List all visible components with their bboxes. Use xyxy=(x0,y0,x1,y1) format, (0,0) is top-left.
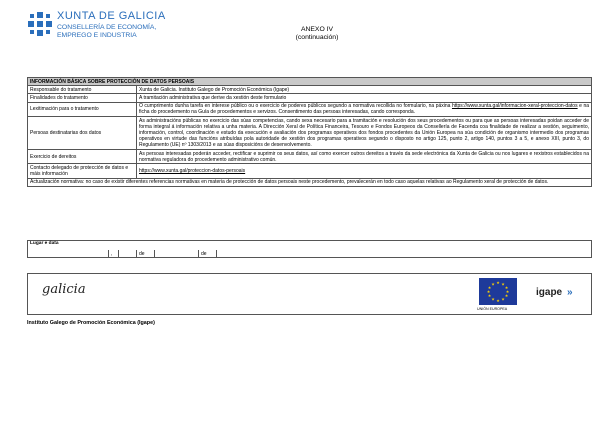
annex-subtitle: (continuación) xyxy=(295,34,339,41)
annex-title: ANEXO IV xyxy=(300,26,334,33)
table-row xyxy=(28,102,592,116)
data-protection-table xyxy=(27,77,592,187)
svg-text:★: ★ xyxy=(504,293,509,298)
place-date-label: Lugar e data xyxy=(30,241,59,246)
xunta-logo xyxy=(27,9,187,45)
org-name: XUNTA DE GALICIA xyxy=(57,10,166,22)
place-date-fields xyxy=(28,250,591,258)
row-key: Lexitimación para o tratamento xyxy=(28,102,137,116)
svg-text:★: ★ xyxy=(496,298,500,303)
svg-text:★: ★ xyxy=(491,281,495,287)
row-key: Exercicio de dereitos xyxy=(28,150,137,164)
de-label-2: de xyxy=(198,250,215,258)
row-value-text: O cumprimento dunha tarefa en interese público ou o exercicio de poderes públicos segundo a normativa recollida no formulario, na páxina xyxy=(139,103,452,110)
svg-text:★: ★ xyxy=(487,285,492,290)
row-key: Responsable do tratamento xyxy=(28,86,137,94)
row-value: Xunta de Galicia. Instituto Galego de Promoción Económica (Igape) xyxy=(137,86,592,94)
row-value-text: e na ficha do procedemento na Guía de procedementos e servizos. Consentimento das persoas interesadas, cando corresponda. xyxy=(139,103,590,116)
svg-text:★: ★ xyxy=(505,289,510,294)
month-field[interactable] xyxy=(154,250,199,258)
svg-text:★: ★ xyxy=(496,280,500,285)
place-field[interactable] xyxy=(28,250,108,258)
annex-heading xyxy=(262,26,372,42)
footer-logos xyxy=(27,273,592,315)
table-row xyxy=(28,117,592,150)
svg-text:★: ★ xyxy=(501,296,505,302)
svg-text:★: ★ xyxy=(487,293,492,298)
svg-text:★: ★ xyxy=(491,296,495,302)
row-value xyxy=(137,102,592,116)
data-protection-link[interactable]: https://www.xunta.gal/proteccion-datos-persoais xyxy=(139,168,246,175)
place-date-box xyxy=(27,240,592,258)
table-row xyxy=(28,150,592,164)
igape-arrows-icon: » xyxy=(567,287,573,298)
table-row xyxy=(28,94,592,102)
dept-name xyxy=(57,24,156,40)
svg-text:★: ★ xyxy=(501,281,505,287)
table-row xyxy=(28,164,592,178)
svg-text:★: ★ xyxy=(486,289,491,294)
row-value: A tramitación administrativa que derive da xestión deste formulario xyxy=(137,94,592,102)
table-footnote-row xyxy=(28,178,592,186)
eu-label: UNIÓN EUROPEA xyxy=(477,307,508,311)
svg-text:★: ★ xyxy=(504,285,509,290)
row-value: As administracións públicas no exercicio das súas competencias, cando sexa necesario para a tramitación e resolución dos seus procedementos ou para que as persoas interesadas poidan acceder de forma integral á información relativa a unha materia. A Dirección Xeral de Política Financeira, Tesouro e Fondos Europeos da Consellería de Facenda coa finalidade de realizar a xestión, seguimento, información, control, coordinación e estudo da execución e avaliación dos programas operativos dos fondos procedentes da Unión Europea na súa condición de organismo intermedio dos programas operativos en virtude das funcións atribuídas pola autoridade de xestión dos programas operativos segundo o disposto no artigo 125, punto 2, artigo 140, puntos 3 a 5, e anexo XIII, punto 3, do Regulamento (UE) nº 1303/2013 e as súas disposicións de desenvolvemento. xyxy=(137,117,592,150)
organization-name: Instituto Galego de Promoción Económica (Igape) xyxy=(27,320,155,326)
eu-flag-icon xyxy=(479,278,517,305)
table-footnote: Actualización normativa: no caso de existir diferentes referencias normativas en materia de protección de datos persoais neste procedemento, prevalecerán en todo caso aquelas relativas ao Regulamento xeral de protección de datos. xyxy=(28,178,592,186)
de-label-1: de xyxy=(136,250,153,258)
day-field[interactable] xyxy=(118,250,137,258)
year-field[interactable] xyxy=(216,250,267,258)
igape-logo: igape xyxy=(536,287,563,298)
table-title-row xyxy=(28,78,592,86)
table-title: INFORMACIÓN BÁSICA SOBRE PROTECCIÓN DE DATOS PERSOAIS xyxy=(28,78,592,86)
dept-line-1: CONSELLERÍA DE ECONOMÍA, xyxy=(57,24,157,31)
xunta-cross-icon xyxy=(27,11,53,37)
privacy-info-link[interactable]: https://www.xunta.gal/informacion-xeral-proteccion-datos xyxy=(451,103,578,110)
row-key: Persoas destinatarias dos datos xyxy=(28,117,137,150)
table-row xyxy=(28,86,592,94)
comma-separator: , xyxy=(108,250,112,258)
row-value xyxy=(137,164,592,178)
row-value: As persoas interesadas poderán acceder, rectificar e suprimir os seus datos, así como exercer outros dereitos a través da sede electrónica da Xunta de Galicia ou nos lugares e rexistros establecidos na normativa reguladora do procedemento administrativo común. xyxy=(137,150,592,164)
dept-line-2: EMPREGO E INDUSTRIA xyxy=(57,32,137,39)
row-key: Contacto delegado de protección de datos e máis información xyxy=(28,164,137,178)
row-key: Finalidades do tratamento xyxy=(28,94,137,102)
galicia-logo: galicia xyxy=(42,282,86,297)
